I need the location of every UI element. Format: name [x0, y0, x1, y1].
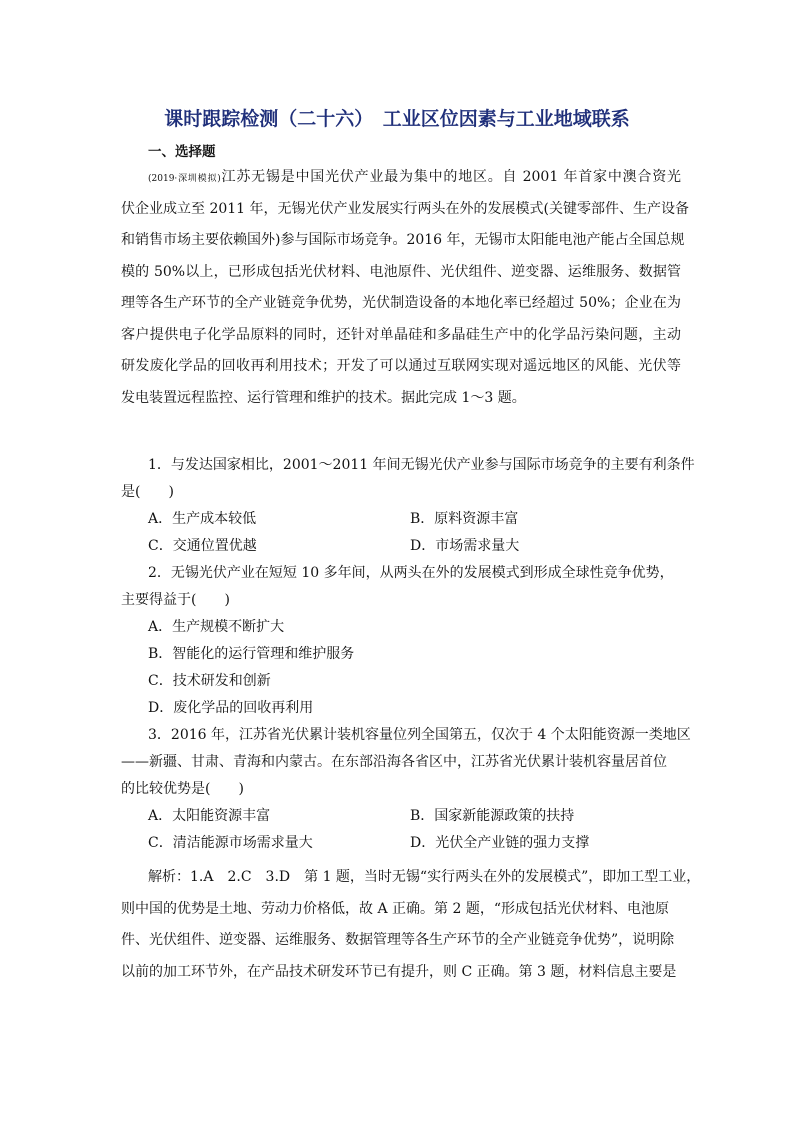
option-c: C．交通位置优越: [148, 538, 257, 554]
option-d: D．废化学品的回收再利用: [148, 700, 314, 716]
option-b: B．国家新能源政策的扶持: [410, 808, 575, 824]
question-stem: 2．无锡光伏产业在短短 10 多年间，从两头在外的发展模式到形成全球性竞争优势，: [148, 565, 674, 581]
answer-line: 则中国的优势是土地、劳动力价格低，故 A 正确。第 2 题，“形成包括光伏材料、电池原: [121, 900, 669, 917]
passage-line: 客户提供电子化学品原料的同时，还针对单晶硅和多晶硅生产中的化学品污染问题，主动: [121, 326, 681, 343]
option-c: C．清洁能源市场需求量大: [148, 835, 313, 851]
passage-line: 研发废化学品的回收再利用技术；开发了可以通过互联网实现对遥远地区的风能、光伏等: [121, 358, 681, 374]
question-2: [121, 563, 681, 725]
option-d: D．光伏全产业链的强力支撑: [410, 835, 590, 851]
passage-line: 发电装置远程监控、运行管理和维护的技术。据此完成 1～3 题。: [121, 389, 526, 406]
question-stem: 3．2016 年，江苏省光伏累计装机容量位列全国第五，仅次于 4 个太阳能资源一类地区: [148, 727, 691, 743]
page-title: 课时跟踪检测（二十六） 工业区位因素与工业地域联系: [164, 108, 630, 130]
option-a: A．生产成本较低: [148, 511, 257, 527]
source-tag: (2019·深圳模拟): [148, 174, 221, 184]
question-stem: 的比较优势是( ): [121, 781, 244, 797]
question-stem: 是( ): [121, 484, 174, 500]
passage-line: (2019·深圳模拟)江苏无锡是中国光伏产业最为集中的地区。自 2001 年首家中澳合资光: [148, 169, 681, 185]
answer-line: 以前的加工环节外，在产品技术研发环节已有提升，则 C 正确。第 3 题，材料信息主要是: [121, 963, 677, 980]
reading-passage: [121, 167, 689, 419]
question-stem: 主要得益于( ): [121, 592, 230, 608]
option-b: B．智能化的运行管理和维护服务: [148, 646, 355, 662]
question-3: [121, 725, 691, 860]
passage-line: 理等各生产环节的全产业链竞争优势，光伏制造设备的本地化率已经超过 50%；企业在为: [121, 295, 681, 311]
passage-line: 模的 50%以上，已形成包括光伏材料、电池原件、光伏组件、逆变器、运维服务、数据管: [121, 263, 681, 280]
question-stem: ——新疆、甘肃、青海和内蒙古。在东部沿海各省区中，江苏省光伏累计装机容量居首位: [121, 754, 667, 770]
passage-line: 和销售市场主要依赖国外)参与国际市场竞争。2016 年，无锡市太阳能电池产能占全国总规: [121, 232, 685, 248]
answer-line: 解析：1.A 2.C 3.D 第 1 题，当时无锡“实行两头在外的发展模式”，即加工型工业，: [148, 869, 701, 885]
question-stem: 1．与发达国家相比，2001～2011 年间无锡光伏产业参与国际市场竞争的主要有利条件: [148, 457, 695, 473]
section-heading: 一、选择题: [148, 144, 216, 160]
option-a: A．太阳能资源丰富: [148, 808, 271, 824]
question-1: [121, 455, 695, 563]
option-b: B．原料资源丰富: [410, 511, 519, 527]
option-d: D．市场需求量大: [410, 538, 520, 554]
option-c: C．技术研发和创新: [148, 673, 271, 689]
answer-line: 件、光伏组件、逆变器、运维服务、数据管理等各生产环节的全产业链竞争优势”，说明除: [121, 932, 675, 948]
answer-explanation: [121, 867, 701, 993]
option-a: A．生产规模不断扩大: [148, 619, 285, 635]
passage-line: 伏企业成立至 2011 年，无锡光伏产业发展实行两头在外的发展模式(关键零部件、生产设备: [121, 200, 689, 217]
